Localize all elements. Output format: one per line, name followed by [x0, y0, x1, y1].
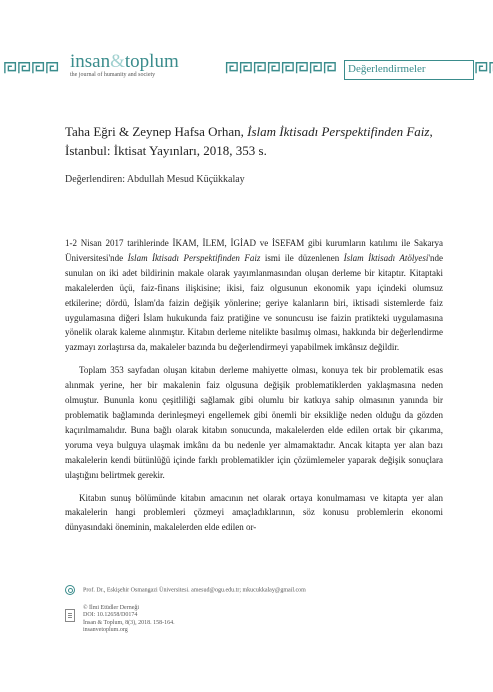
journal-subtitle: the journal of humanity and society [70, 72, 156, 78]
title-publisher: , İstanbul: İktisat Yayınları, 2018, 353 s. [65, 124, 433, 158]
p1-italic-d: İslam İktisadı Atölyesi [343, 252, 429, 263]
paragraph-1 [65, 236, 443, 355]
meta-citation: İnsan & Toplum, 8(3), 2018. 158-164. [83, 619, 175, 626]
publication-meta [65, 605, 175, 635]
meander-band-right [474, 61, 493, 75]
p1-text-e: 'nde sunulan on iki adet bildirinin makale olarak yayımlanmasından oluşan derleme bir kitaptır. Kitaptaki makalelerden üçü, faiz-finans ilişkisine; ikisi, faiz olgusunun ekonomik yapı içindeki olumsuz etkilerine; dördü, İslam'da faizin değişik yönlerine; geriye kalanların biri, iktisadi sistemlerde faiz uygulamasına diğeri İslam hukukunda faiz pratiğine ve sonuncusu ise faizin pratikteki uygulamasına yönelik olarak kaleme alınmıştır. Kitabın derleme nitelikte basılmış olması, hakkında bir değerlendirme yazmayı zorlaştırsa da, makaleler bazında bu değerlendirmeyi yapabilmek imkânsız değildir. [65, 252, 444, 353]
meander-band-middle [218, 61, 342, 75]
paragraph-3: Kitabın sunuş bölümünde kitabın amacının net olarak ortaya konulmaması ve kitapta yer alan makalelerin hangi problemleri çözmeyi amaçladıklarının, söz konusu problemlerin ekonomi dünyasındaki öneminin, makalelerden elde edilen or- [65, 492, 443, 533]
review-title [65, 122, 445, 160]
brand-toplum: toplum [124, 51, 179, 72]
journal-logo[interactable] [70, 52, 220, 78]
title-book: İslam İktisadı Perspektifinden Faiz [247, 124, 430, 139]
meta-copyright: © İlmi Etüdler Derneği [83, 605, 140, 611]
title-authors: Taha Eğri & Zeynep Hafsa Orhan, [65, 124, 248, 139]
reviewer-line: Değerlendiren: Abdullah Mesud Küçükkalay [65, 174, 245, 185]
meta-doi[interactable]: DOI: 10.12658/D0174 [83, 612, 138, 619]
p1-text-a: 1-2 Nisan 2017 tarihlerinde İKAM, İLEM, İGİAD ve İSEFAM gibi kurumların katılımı ile Sakarya Üniversitesi'nde [65, 238, 443, 263]
p1-text-c: ismi ile düzenlenen [260, 252, 344, 263]
brand-insan: insan [70, 51, 111, 72]
meander-band-left [0, 61, 64, 75]
author-note [65, 585, 306, 595]
email-at-icon [65, 585, 75, 595]
p1-italic-b: İslam İktisadı Perspektifinden Faiz [127, 252, 261, 263]
article-body [65, 236, 443, 543]
meta-website[interactable]: insanvetoplum.org [83, 627, 128, 634]
author-note-text[interactable]: Prof. Dr., Eskişehir Osmangazi Üniversitesi. amesud@ogu.edu.tr; mkucukkalay@gmail.com [83, 587, 306, 594]
brand-ampersand: & [110, 51, 125, 72]
section-label: Değerlendirmeler [348, 63, 426, 75]
journal-title [70, 52, 220, 72]
paragraph-2: Toplam 353 sayfadan oluşan kitabın derleme mahiyette olması, konuya tek bir problematik esas alınmak yerine, her bir makalenin faiz olgusuna değişik problematiklerden yaklaşmasına neden olmuştur. Bununla konu çeşitliliği sağlamak gibi olumlu bir katkıya sahip olmasının yanında bir problematik bağlamında derinleşmeyi engellemek gibi önemli bir eksikliğe neden olduğu da gözden kaçırılmamalıdır. Buna bağlı olarak kitabın sonucunda, makalelerden elde edilen ortak bir çıkarıma, yoruma veya bulguya ulaşmak imkânı da bu nedenle yer almamaktadır. Ancak kitapta yer alan bazı makalelerin kendi bütünlüğü içinde farklı problematikler için çözümlemeler yaparak değişik sonuçlara ulaştığını belirtmek gerekir. [65, 365, 443, 480]
